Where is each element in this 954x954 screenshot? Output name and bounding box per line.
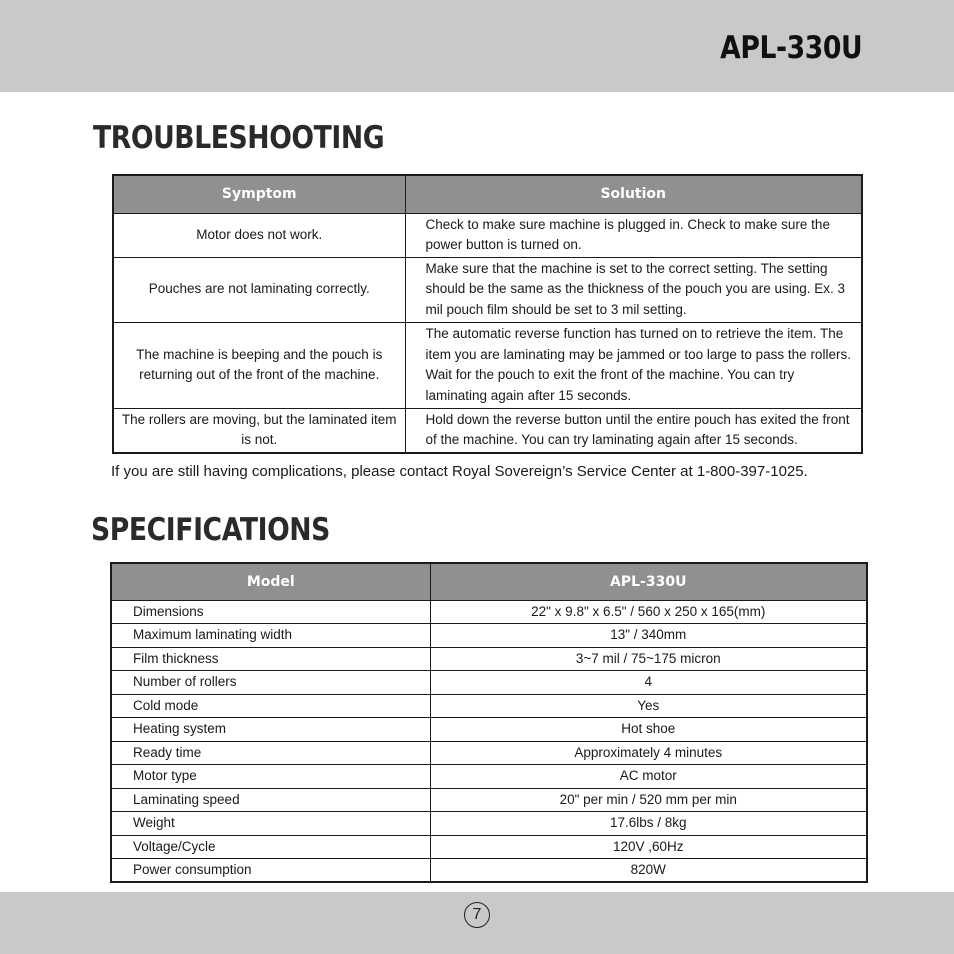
spec-value: 820W <box>430 859 867 883</box>
spec-label: Number of rollers <box>111 671 430 695</box>
specifications-title: SPECIFICATIONS <box>91 512 330 548</box>
column-header-model-number: APL-330U <box>430 563 867 600</box>
spec-label: Maximum laminating width <box>111 624 430 648</box>
table-row <box>113 257 862 322</box>
spec-label: Laminating speed <box>111 788 430 812</box>
spec-value: 4 <box>430 671 867 695</box>
spec-label: Weight <box>111 812 430 836</box>
troubleshooting-table <box>112 174 863 454</box>
spec-value: 3~7 mil / 75~175 micron <box>430 647 867 671</box>
solution-cell: Check to make sure machine is plugged in. Check to make sure the power button is turned on. <box>405 213 862 257</box>
spec-value: 20" per min / 520 mm per min <box>430 788 867 812</box>
table-row <box>111 718 867 742</box>
symptom-cell: Pouches are not laminating correctly. <box>113 257 405 322</box>
table-header-row <box>113 175 862 213</box>
solution-cell: Make sure that the machine is set to the correct setting. The setting should be the same as the thickness of the pouch you are using. Ex. 3 mil pouch film should be set to 3 mil setting. <box>405 257 862 322</box>
table-row <box>111 741 867 765</box>
table-row <box>111 812 867 836</box>
troubleshooting-title: TROUBLESHOOTING <box>93 120 385 156</box>
spec-value: 120V ,60Hz <box>430 835 867 859</box>
column-header-solution: Solution <box>405 175 862 213</box>
spec-label: Cold mode <box>111 694 430 718</box>
spec-label: Heating system <box>111 718 430 742</box>
symptom-cell: Motor does not work. <box>113 213 405 257</box>
table-row <box>111 765 867 789</box>
spec-value: 13" / 340mm <box>430 624 867 648</box>
table-row <box>111 694 867 718</box>
spec-label: Ready time <box>111 741 430 765</box>
solution-cell: The automatic reverse function has turned on to retrieve the item. The item you are laminating may be jammed or too large to pass the rollers. Wait for the pouch to exit the front of the machine. You can try laminating again after 15 seconds. <box>405 322 862 408</box>
spec-value: Yes <box>430 694 867 718</box>
spec-value: 17.6lbs / 8kg <box>430 812 867 836</box>
table-row <box>111 647 867 671</box>
contact-note: If you are still having complications, please contact Royal Sovereign’s Service Center at 1-800-397-1025. <box>111 463 808 480</box>
spec-value: AC motor <box>430 765 867 789</box>
spec-label: Motor type <box>111 765 430 789</box>
table-row <box>111 600 867 624</box>
symptom-cell: The machine is beeping and the pouch is returning out of the front of the machine. <box>113 322 405 408</box>
spec-label: Power consumption <box>111 859 430 883</box>
table-row <box>113 322 862 408</box>
table-row <box>113 213 862 257</box>
spec-label: Dimensions <box>111 600 430 624</box>
spec-label: Voltage/Cycle <box>111 835 430 859</box>
symptom-cell: The rollers are moving, but the laminated item is not. <box>113 408 405 453</box>
specifications-table <box>110 562 868 883</box>
table-row <box>111 788 867 812</box>
spec-label: Film thickness <box>111 647 430 671</box>
page-number: 7 <box>464 902 490 928</box>
spec-value: 22" x 9.8" x 6.5" / 560 x 250 x 165(mm) <box>430 600 867 624</box>
model-title: APL-330U <box>719 30 862 66</box>
table-row <box>111 859 867 883</box>
table-row <box>111 671 867 695</box>
spec-value: Hot shoe <box>430 718 867 742</box>
table-row <box>111 835 867 859</box>
column-header-model: Model <box>111 563 430 600</box>
column-header-symptom: Symptom <box>113 175 405 213</box>
table-row <box>113 408 862 453</box>
solution-cell: Hold down the reverse button until the entire pouch has exited the front of the machine. You can try laminating again after 15 seconds. <box>405 408 862 453</box>
spec-value: Approximately 4 minutes <box>430 741 867 765</box>
table-header-row <box>111 563 867 600</box>
table-row <box>111 624 867 648</box>
